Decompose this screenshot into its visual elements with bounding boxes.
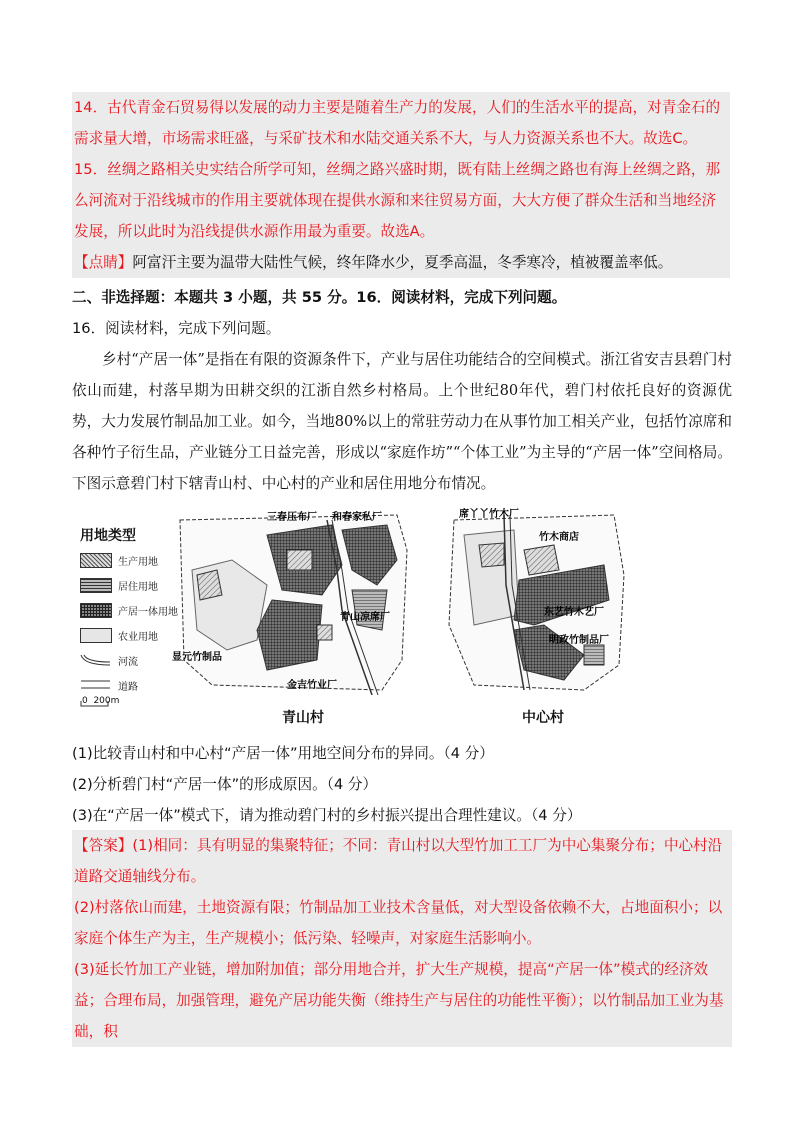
legend-river-icon bbox=[80, 653, 112, 668]
label-xiyaya: 席丫丫竹木厂 bbox=[459, 509, 519, 520]
question-2: (2)分析碧门村“产居一体”的形成原因。（4 分） bbox=[72, 776, 378, 793]
label-mingzheng: 明政竹制品厂 bbox=[549, 635, 609, 646]
zhongxin-map bbox=[444, 505, 644, 695]
label-dongyi: 东艺竹木艺厂 bbox=[544, 607, 604, 618]
question-3: (3)在“产居一体”模式下，请为推动碧门村的乡村振兴提出合理性建议。（4 分） bbox=[72, 807, 582, 824]
legend-road-icon bbox=[80, 678, 112, 693]
dianjing-tag: 【点睛】 bbox=[74, 254, 133, 271]
question-1: (1)比较青山村和中心村“产居一体”用地空间分布的异同。（4 分） bbox=[72, 745, 494, 762]
answer-block-14-15 bbox=[72, 92, 730, 278]
map-figure: 用地类型 生产用地 居住用地 产居一体用地 农业用地 河流 道路 0 200m 三春压布厂 和春家私厂 青山凉席厂 显元竹制品 金吉竹业厂 席丫丫竹木厂 竹木商店 东艺竹木艺厂 明政竹制品厂 青山村 中心村 bbox=[72, 500, 672, 730]
answer-15: 15．丝绸之路相关史实结合所学可知，丝绸之路兴盛时期，既有陆上丝绸之路也有海上丝绸之路，那么河流对于沿线城市的作用主要就体现在提供水源和来往贸易方面，大大方便了群众生活和当地经济发展，所以此时为沿线提供水源作用最为重要。故选A。 bbox=[74, 161, 721, 240]
answer-14: 14．古代青金石贸易得以发展的动力主要是随着生产力的发展，人们的生活水平的提高，对青金石的需求量大增，市场需求旺盛，与采矿技术和水陆交通关系不大，与人力资源关系也不大。故选C。 bbox=[74, 99, 721, 147]
label-qingshan-mat: 青山凉席厂 bbox=[340, 612, 390, 623]
legend-swatch-production bbox=[80, 553, 112, 568]
dianjing-text: 阿富汗主要为温带大陆性气候，终年降水少，夏季高温，冬季寒冷，植被覆盖率低。 bbox=[132, 254, 673, 271]
answer-3: (3)延长竹加工产业链，增加附加值；部分用地合并，扩大生产规模，提高“产居一体”模式的经济效益；合理布局，加强管理，避免产居功能失衡（维持生产与居住的功能性平衡）；以竹制品加工业为基础，积 bbox=[74, 961, 724, 1040]
answer-2: (2)村落依山而建，土地资源有限；竹制品加工业技术含量低，对大型设备依赖不大，占地面积小；以家庭个体生产为主，生产规模小；低污染、轻噪声，对家庭生活影响小。 bbox=[74, 899, 723, 947]
legend-swatch-agriculture bbox=[80, 628, 112, 643]
dianjing bbox=[72, 247, 730, 278]
legend-title: 用地类型 bbox=[80, 528, 136, 544]
qingshan-map bbox=[172, 510, 412, 695]
answer-1: 【答案】(1)相同：具有明显的集聚特征；不同：青山村以大型竹加工工厂为中心集聚分布；中心村沿道路交通轴线分布。 bbox=[74, 837, 723, 885]
legend-swatch-mixed bbox=[80, 603, 112, 618]
map-name-qingshan: 青山村 bbox=[282, 710, 324, 726]
material-text: 乡村“产居一体”是指在有限的资源条件下，产业与居住功能结合的空间模式。浙江省安吉县碧门村依山而建，村落早期为田耕交织的江浙自然乡村格局。上个世纪80年代，碧门村依托良好的资源优势，大力发展竹制品加工业。如今，当地80%以上的常驻劳动力在从事竹加工相关产业，包括竹凉席和各种竹子衍生品，产业链分工日益完善，形成以“家庭作坊”“个体工业”为主导的“产居一体”空间格局。下图示意碧门村下辖青山村、中心村的产业和居住用地分布情况。 bbox=[72, 351, 732, 492]
answer-tag: 【答案】 bbox=[74, 837, 133, 854]
legend-swatch-residential bbox=[80, 578, 112, 593]
label-zhumu-shop: 竹木商店 bbox=[539, 532, 579, 543]
map-name-zhongxin: 中心村 bbox=[522, 710, 564, 726]
label-hechun: 和春家私厂 bbox=[332, 512, 382, 523]
question-16-title: 16．阅读材料，完成下列问题。 bbox=[72, 320, 281, 337]
material-paragraph bbox=[72, 344, 732, 499]
section-heading: 二、非选择题：本题共 3 小题，共 55 分。16．阅读材料，完成下列问题。 bbox=[72, 289, 567, 306]
label-sanchun: 三春压布厂 bbox=[267, 512, 317, 523]
answer-block-16 bbox=[72, 830, 732, 1047]
label-jinji: 金吉竹业厂 bbox=[287, 680, 337, 691]
label-xianyuan: 显元竹制品 bbox=[172, 652, 222, 663]
